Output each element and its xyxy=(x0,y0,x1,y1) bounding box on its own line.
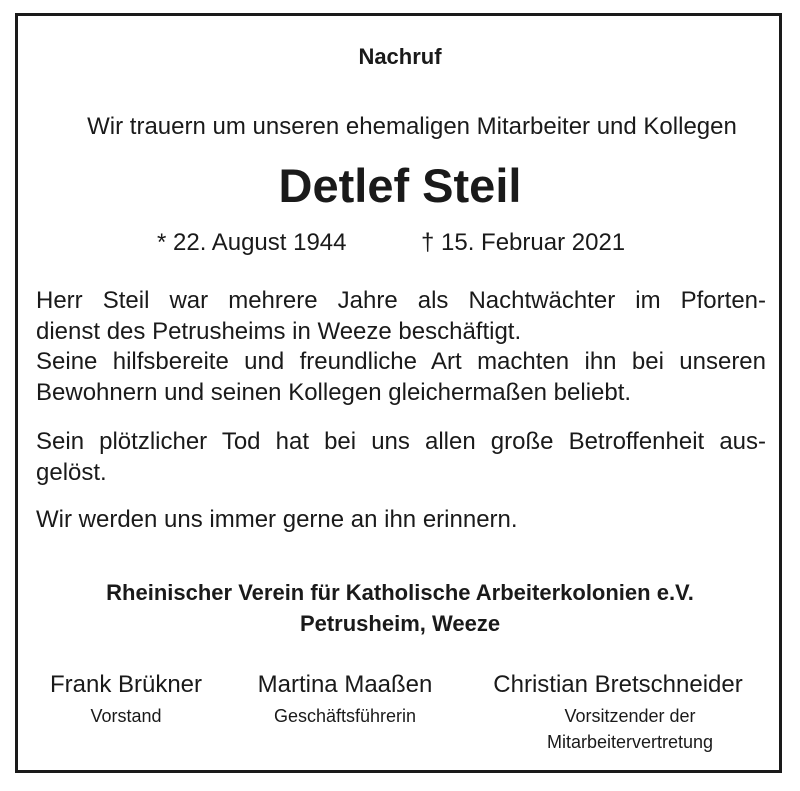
role-line: Vorsitzender der xyxy=(564,706,696,726)
paragraph-4 xyxy=(36,504,766,535)
role-line: Geschäftsführerin xyxy=(273,706,417,726)
role-line: Vorstand xyxy=(90,706,162,726)
signatory-name: Frank Brükner xyxy=(49,671,203,698)
paragraph-line: gelöst. xyxy=(36,459,107,486)
paragraph-line: dienst des Petrusheims in Weeze beschäftigt. xyxy=(36,318,522,345)
organization-name: Rheinischer Verein für Katholische Arbeiterkolonien e.V. xyxy=(106,580,694,605)
paragraph-3 xyxy=(36,426,766,488)
signatory-name: Martina Maaßen xyxy=(257,671,433,698)
role-line: Mitarbeitervertretung xyxy=(546,732,714,752)
death-date: † 15. Februar 2021 xyxy=(421,229,626,256)
notice-heading: Nachruf xyxy=(358,44,442,69)
birth-date: * 22. August 1944 xyxy=(157,229,347,256)
paragraph-line: Wir werden uns immer gerne an ihn erinnern. xyxy=(36,506,518,533)
paragraph-1 xyxy=(36,285,766,347)
paragraph-line: Seine hilfsbereite und freundliche Art machten ihn bei unseren xyxy=(36,348,766,375)
deceased-name: Detlef Steil xyxy=(278,159,522,212)
intro-text: Wir trauern um unseren ehemaligen Mitarbeiter und Kollegen xyxy=(87,113,737,140)
paragraph-2 xyxy=(36,346,766,408)
signatory-role xyxy=(245,703,445,729)
paragraph-line: Bewohnern und seinen Kollegen gleichermaßen beliebt. xyxy=(36,379,632,406)
paragraph-line: Sein plötzlicher Tod hat bei uns allen große Betroffenheit aus- xyxy=(36,428,766,455)
organization-location: Petrusheim, Weeze xyxy=(299,611,501,636)
signatory-role xyxy=(26,703,226,729)
signatory-name: Christian Bretschneider xyxy=(493,671,743,698)
paragraph-line: Herr Steil war mehrere Jahre als Nachtwächter im Pforten- xyxy=(36,287,766,314)
signatory-role xyxy=(480,703,780,755)
